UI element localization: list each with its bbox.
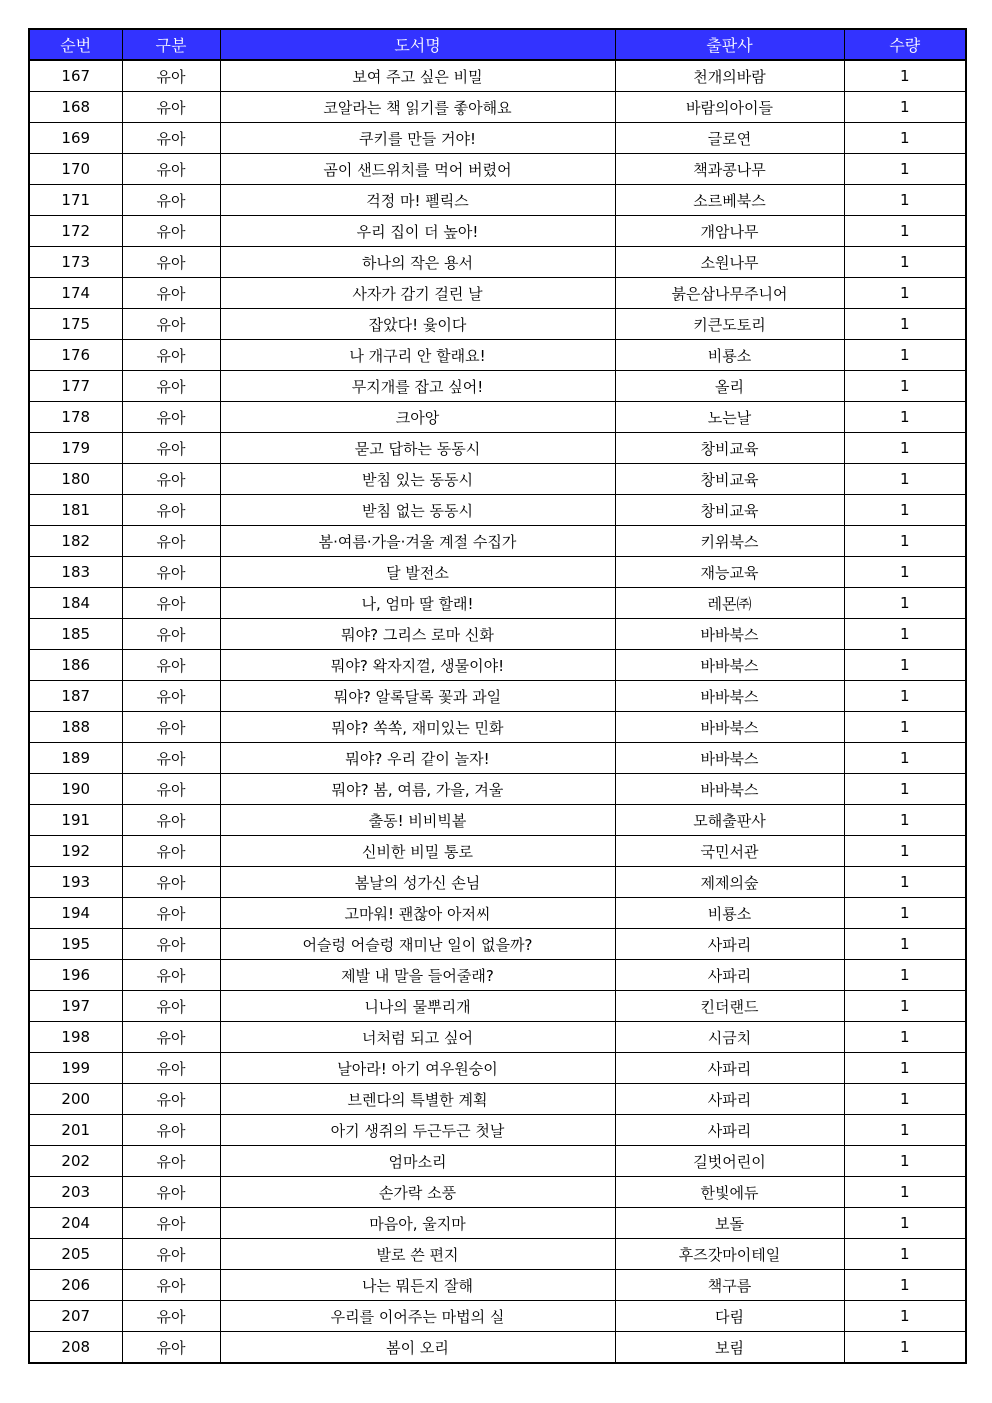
cell-number: 178 [29,402,122,433]
cell-publisher: 비룡소 [615,340,844,371]
cell-publisher: 소원나무 [615,247,844,278]
cell-category: 유아 [122,1239,220,1270]
cell-quantity: 1 [844,774,966,805]
cell-title: 봄·여름·가을·겨울 계절 수집가 [220,526,615,557]
table-row [29,1301,966,1332]
cell-publisher: 천개의바람 [615,60,844,92]
cell-publisher: 붉은삼나무주니어 [615,278,844,309]
cell-quantity: 1 [844,60,966,92]
cell-category: 유아 [122,619,220,650]
cell-number: 189 [29,743,122,774]
table-row [29,92,966,123]
cell-quantity: 1 [844,1332,966,1364]
cell-quantity: 1 [844,1084,966,1115]
table-row [29,619,966,650]
cell-number: 188 [29,712,122,743]
cell-publisher: 사파리 [615,1084,844,1115]
cell-title: 하나의 작은 용서 [220,247,615,278]
cell-quantity: 1 [844,743,966,774]
cell-quantity: 1 [844,650,966,681]
cell-category: 유아 [122,1332,220,1364]
cell-number: 168 [29,92,122,123]
cell-quantity: 1 [844,960,966,991]
cell-publisher: 바람의아이들 [615,92,844,123]
cell-publisher: 키큰도토리 [615,309,844,340]
cell-category: 유아 [122,340,220,371]
table-row [29,1239,966,1270]
cell-number: 183 [29,557,122,588]
table-row [29,402,966,433]
table-row [29,526,966,557]
table-row [29,1115,966,1146]
cell-quantity: 1 [844,1022,966,1053]
cell-category: 유아 [122,712,220,743]
cell-number: 196 [29,960,122,991]
cell-title: 받침 없는 동동시 [220,495,615,526]
cell-number: 180 [29,464,122,495]
cell-title: 나는 뭐든지 잘해 [220,1270,615,1301]
cell-publisher: 바바북스 [615,650,844,681]
cell-title: 걱정 마! 펠릭스 [220,185,615,216]
table-row [29,309,966,340]
cell-quantity: 1 [844,1270,966,1301]
cell-publisher: 사파리 [615,1115,844,1146]
cell-title: 쿠키를 만들 거야! [220,123,615,154]
cell-publisher: 바바북스 [615,712,844,743]
table-row [29,371,966,402]
cell-title: 마음아, 울지마 [220,1208,615,1239]
cell-publisher: 창비교육 [615,433,844,464]
cell-number: 197 [29,991,122,1022]
cell-number: 169 [29,123,122,154]
cell-publisher: 창비교육 [615,495,844,526]
cell-category: 유아 [122,60,220,92]
cell-number: 167 [29,60,122,92]
table-row [29,247,966,278]
cell-category: 유아 [122,929,220,960]
cell-publisher: 사파리 [615,929,844,960]
table-row [29,557,966,588]
cell-category: 유아 [122,309,220,340]
cell-title: 뭐야? 우리 같이 놀자! [220,743,615,774]
table-row [29,929,966,960]
cell-quantity: 1 [844,464,966,495]
cell-category: 유아 [122,216,220,247]
cell-publisher: 길벗어린이 [615,1146,844,1177]
cell-title: 달 발전소 [220,557,615,588]
cell-publisher: 글로연 [615,123,844,154]
column-header-number: 순번 [29,29,122,60]
cell-publisher: 레몬㈜ [615,588,844,619]
cell-publisher: 한빛에듀 [615,1177,844,1208]
cell-quantity: 1 [844,216,966,247]
cell-title: 니나의 물뿌리개 [220,991,615,1022]
table-row [29,1084,966,1115]
cell-category: 유아 [122,1115,220,1146]
cell-quantity: 1 [844,1208,966,1239]
table-row [29,1053,966,1084]
cell-category: 유아 [122,185,220,216]
cell-number: 184 [29,588,122,619]
cell-number: 201 [29,1115,122,1146]
cell-title: 출동! 비비빅봍 [220,805,615,836]
cell-category: 유아 [122,557,220,588]
cell-category: 유아 [122,495,220,526]
cell-category: 유아 [122,1022,220,1053]
cell-publisher: 시금치 [615,1022,844,1053]
cell-number: 181 [29,495,122,526]
column-header-publisher: 출판사 [615,29,844,60]
cell-number: 204 [29,1208,122,1239]
table-row [29,1022,966,1053]
cell-publisher: 국민서관 [615,836,844,867]
cell-title: 엄마소리 [220,1146,615,1177]
cell-number: 185 [29,619,122,650]
table-row [29,495,966,526]
cell-number: 171 [29,185,122,216]
cell-title: 아기 생쥐의 두근두근 첫날 [220,1115,615,1146]
cell-category: 유아 [122,402,220,433]
cell-title: 봄이 오리 [220,1332,615,1364]
table-row [29,867,966,898]
cell-number: 182 [29,526,122,557]
cell-quantity: 1 [844,805,966,836]
cell-number: 195 [29,929,122,960]
cell-category: 유아 [122,681,220,712]
cell-number: 205 [29,1239,122,1270]
cell-publisher: 올리 [615,371,844,402]
cell-publisher: 보림 [615,1332,844,1364]
table-row [29,836,966,867]
cell-category: 유아 [122,464,220,495]
table-row [29,1270,966,1301]
cell-number: 202 [29,1146,122,1177]
cell-publisher: 보돌 [615,1208,844,1239]
table-header-row [29,29,966,60]
cell-category: 유아 [122,805,220,836]
cell-publisher: 바바북스 [615,681,844,712]
cell-publisher: 책과콩나무 [615,154,844,185]
table-row [29,774,966,805]
cell-publisher: 소르베북스 [615,185,844,216]
cell-category: 유아 [122,1270,220,1301]
cell-category: 유아 [122,1177,220,1208]
cell-category: 유아 [122,867,220,898]
cell-category: 유아 [122,1301,220,1332]
cell-publisher: 모해출판사 [615,805,844,836]
cell-number: 173 [29,247,122,278]
cell-category: 유아 [122,1208,220,1239]
cell-number: 193 [29,867,122,898]
cell-quantity: 1 [844,309,966,340]
table-row [29,1208,966,1239]
cell-number: 176 [29,340,122,371]
table-row [29,991,966,1022]
column-header-title: 도서명 [220,29,615,60]
table-row [29,185,966,216]
cell-quantity: 1 [844,712,966,743]
cell-number: 179 [29,433,122,464]
cell-quantity: 1 [844,154,966,185]
cell-title: 뭐야? 왁자지껄, 생물이야! [220,650,615,681]
cell-category: 유아 [122,836,220,867]
cell-category: 유아 [122,650,220,681]
cell-title: 무지개를 잡고 싶어! [220,371,615,402]
cell-title: 사자가 감기 걸린 날 [220,278,615,309]
column-header-quantity: 수량 [844,29,966,60]
cell-publisher: 재능교육 [615,557,844,588]
cell-title: 제발 내 말을 들어줄래? [220,960,615,991]
cell-publisher: 바바북스 [615,774,844,805]
cell-title: 보여 주고 싶은 비밀 [220,60,615,92]
cell-quantity: 1 [844,867,966,898]
cell-category: 유아 [122,991,220,1022]
cell-quantity: 1 [844,619,966,650]
cell-publisher: 제제의숲 [615,867,844,898]
table-row [29,216,966,247]
cell-quantity: 1 [844,247,966,278]
table-row [29,340,966,371]
cell-number: 206 [29,1270,122,1301]
cell-number: 203 [29,1177,122,1208]
cell-category: 유아 [122,123,220,154]
cell-publisher: 창비교육 [615,464,844,495]
cell-title: 우리를 이어주는 마법의 실 [220,1301,615,1332]
cell-publisher: 후즈갓마이테일 [615,1239,844,1270]
cell-quantity: 1 [844,898,966,929]
table-row [29,464,966,495]
cell-category: 유아 [122,278,220,309]
table-row [29,60,966,92]
table-row [29,650,966,681]
cell-category: 유아 [122,1053,220,1084]
cell-publisher: 킨더랜드 [615,991,844,1022]
cell-publisher: 바바북스 [615,743,844,774]
cell-quantity: 1 [844,340,966,371]
cell-title: 우리 집이 더 높아! [220,216,615,247]
cell-quantity: 1 [844,836,966,867]
book-list-table [28,28,967,1364]
cell-category: 유아 [122,898,220,929]
cell-number: 191 [29,805,122,836]
table-row [29,712,966,743]
cell-title: 봄날의 성가신 손님 [220,867,615,898]
cell-category: 유아 [122,774,220,805]
cell-category: 유아 [122,960,220,991]
cell-title: 브렌다의 특별한 계획 [220,1084,615,1115]
cell-quantity: 1 [844,1177,966,1208]
cell-publisher: 다림 [615,1301,844,1332]
table-row [29,433,966,464]
cell-number: 192 [29,836,122,867]
cell-quantity: 1 [844,991,966,1022]
cell-title: 곰이 샌드위치를 먹어 버렸어 [220,154,615,185]
cell-quantity: 1 [844,123,966,154]
cell-title: 뭐야? 쏙쏙, 재미있는 민화 [220,712,615,743]
cell-title: 잡았다! 윷이다 [220,309,615,340]
table-row [29,743,966,774]
cell-title: 나, 엄마 딸 할래! [220,588,615,619]
cell-title: 손가락 소풍 [220,1177,615,1208]
cell-category: 유아 [122,526,220,557]
cell-number: 199 [29,1053,122,1084]
cell-quantity: 1 [844,929,966,960]
cell-publisher: 바바북스 [615,619,844,650]
cell-title: 발로 쓴 편지 [220,1239,615,1270]
cell-publisher: 책구름 [615,1270,844,1301]
cell-quantity: 1 [844,278,966,309]
cell-quantity: 1 [844,1239,966,1270]
table-row [29,123,966,154]
cell-title: 뭐야? 봄, 여름, 가을, 겨울 [220,774,615,805]
cell-quantity: 1 [844,1301,966,1332]
cell-category: 유아 [122,92,220,123]
table-row [29,1332,966,1364]
table-row [29,805,966,836]
cell-number: 186 [29,650,122,681]
cell-number: 170 [29,154,122,185]
cell-publisher: 키위북스 [615,526,844,557]
cell-title: 묻고 답하는 동동시 [220,433,615,464]
cell-title: 코알라는 책 읽기를 좋아해요 [220,92,615,123]
cell-number: 187 [29,681,122,712]
cell-quantity: 1 [844,526,966,557]
cell-category: 유아 [122,371,220,402]
cell-category: 유아 [122,433,220,464]
cell-category: 유아 [122,154,220,185]
cell-category: 유아 [122,743,220,774]
cell-quantity: 1 [844,185,966,216]
cell-quantity: 1 [844,588,966,619]
cell-title: 나 개구리 안 할래요! [220,340,615,371]
cell-publisher: 노는날 [615,402,844,433]
cell-number: 208 [29,1332,122,1364]
cell-quantity: 1 [844,433,966,464]
table-row [29,588,966,619]
table-row [29,681,966,712]
cell-quantity: 1 [844,402,966,433]
cell-title: 뭐야? 그리스 로마 신화 [220,619,615,650]
table-row [29,960,966,991]
cell-quantity: 1 [844,681,966,712]
cell-quantity: 1 [844,495,966,526]
cell-title: 신비한 비밀 통로 [220,836,615,867]
cell-title: 어슬렁 어슬렁 재미난 일이 없을까? [220,929,615,960]
cell-publisher: 사파리 [615,1053,844,1084]
cell-title: 너처럼 되고 싶어 [220,1022,615,1053]
cell-publisher: 개암나무 [615,216,844,247]
table-row [29,1146,966,1177]
column-header-category: 구분 [122,29,220,60]
cell-number: 207 [29,1301,122,1332]
cell-quantity: 1 [844,1115,966,1146]
cell-number: 175 [29,309,122,340]
cell-quantity: 1 [844,557,966,588]
cell-number: 200 [29,1084,122,1115]
cell-publisher: 비룡소 [615,898,844,929]
cell-number: 190 [29,774,122,805]
cell-title: 뭐야? 알록달록 꽃과 과일 [220,681,615,712]
cell-quantity: 1 [844,1053,966,1084]
cell-category: 유아 [122,1084,220,1115]
table-row [29,154,966,185]
cell-category: 유아 [122,588,220,619]
table-row [29,898,966,929]
cell-title: 받침 있는 동동시 [220,464,615,495]
cell-number: 198 [29,1022,122,1053]
table-row [29,1177,966,1208]
cell-number: 177 [29,371,122,402]
cell-quantity: 1 [844,92,966,123]
table-row [29,278,966,309]
cell-title: 고마워! 괜찮아 아저씨 [220,898,615,929]
cell-quantity: 1 [844,371,966,402]
cell-category: 유아 [122,247,220,278]
cell-category: 유아 [122,1146,220,1177]
cell-publisher: 사파리 [615,960,844,991]
cell-number: 174 [29,278,122,309]
cell-number: 194 [29,898,122,929]
cell-number: 172 [29,216,122,247]
cell-quantity: 1 [844,1146,966,1177]
table-body [29,60,966,1363]
cell-title: 날아라! 아기 여우원숭이 [220,1053,615,1084]
cell-title: 크아앙 [220,402,615,433]
